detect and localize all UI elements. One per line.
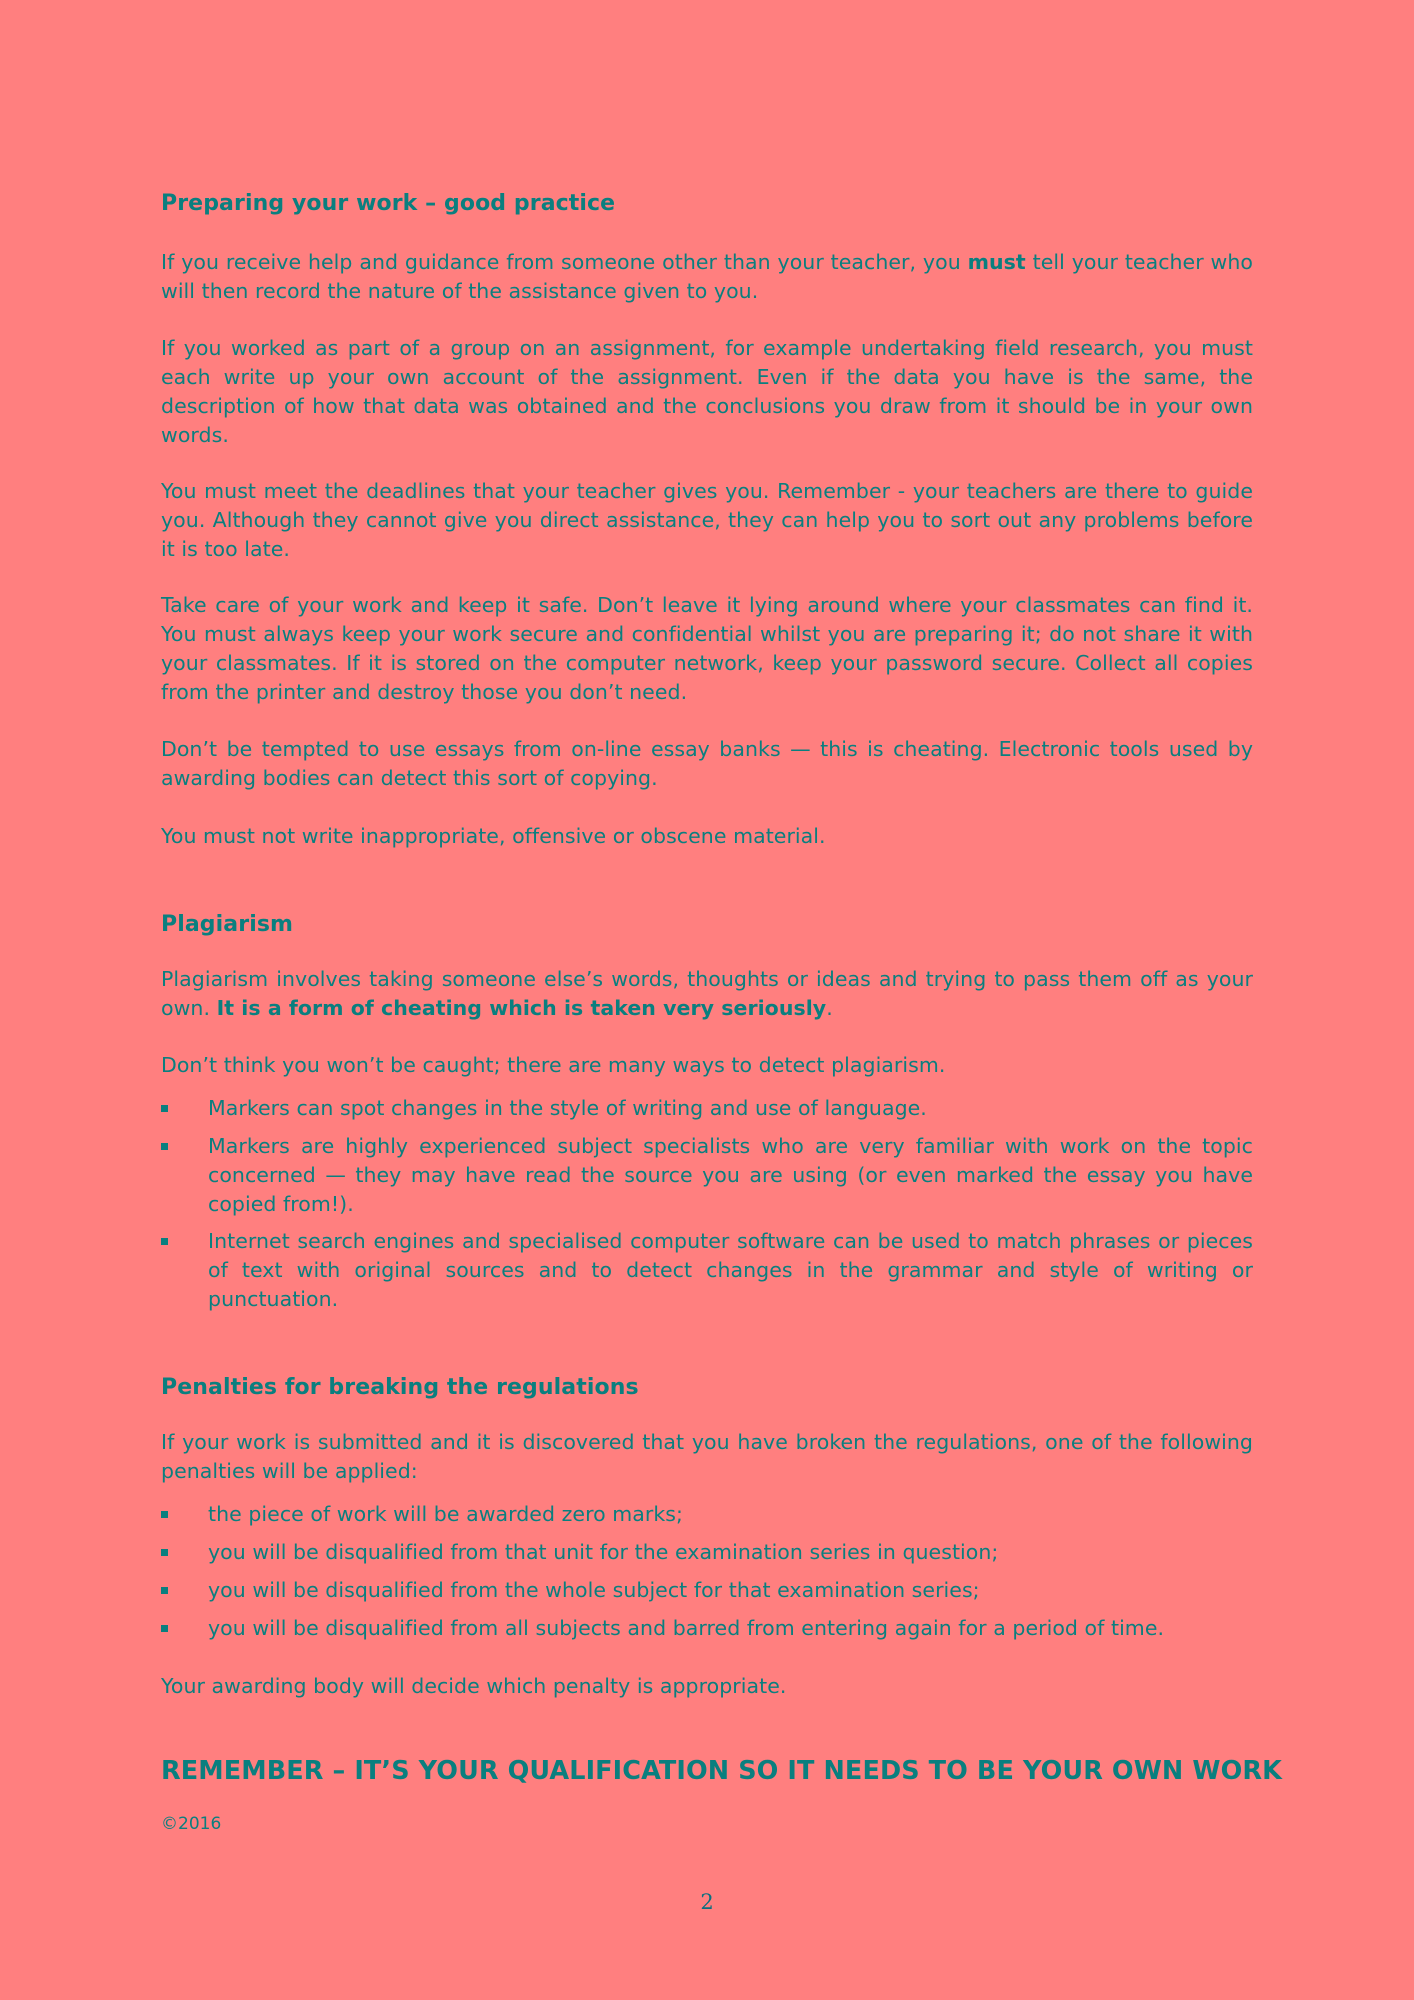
copyright-notice: ©2016: [161, 1814, 222, 1834]
bullet-icon: [161, 1549, 168, 1556]
paragraph-text: .: [826, 996, 833, 1020]
bullet-icon: [161, 1238, 168, 1245]
list-item-text: Internet search engines and specialised computer software can be used to match phrases or pieces of text with original sources and to detect changes in the grammar and style of writing or punctuation.: [208, 1229, 1253, 1311]
remember-banner: REMEMBER – IT’S YOUR QUALIFICATION SO IT NEEDS TO BE YOUR OWN WORK: [161, 1756, 1282, 1786]
paragraph-text: If you receive help and guidance from someone other than your teacher, you: [161, 250, 968, 274]
emphasis-text: must: [967, 250, 1026, 274]
paragraph: Your awarding body will decide which penalty is appropriate.: [161, 1674, 787, 1698]
bullet-icon: [161, 1587, 168, 1594]
list-item-text: Markers can spot changes in the style of writing and use of language.: [208, 1096, 927, 1120]
section-heading-plagiarism: Plagiarism: [161, 912, 294, 937]
paragraph: You must not write inappropriate, offensive or obscene material.: [161, 824, 826, 848]
list-item-text: the piece of work will be awarded zero marks;: [208, 1502, 683, 1526]
list-item-text: you will be disqualified from that unit for the examination series in question;: [208, 1540, 999, 1564]
paragraph: If you worked as part of a group on an assignment, for example undertaking field research, you must each write up your own account of the assignment. Even if the data you have is the same, the description of how that data was obtained and the conclusions you draw from it should be in your own words.: [161, 336, 1253, 447]
list-item-text: Markers are highly experienced subject specialists who are very familiar with work on the topic concerned — they may have read the source you are using (or even marked the essay you have copied from!).: [208, 1134, 1253, 1216]
section-heading-good-practice: Preparing your work – good practice: [161, 191, 616, 216]
bullet-icon: [161, 1143, 168, 1150]
page-number: 2: [700, 1890, 714, 1914]
list-item-text: you will be disqualified from all subjects and barred from entering again for a period of time.: [208, 1616, 1165, 1640]
paragraph: Don’t be tempted to use essays from on-line essay banks — this is cheating. Electronic tools used by awarding bodies can detect this sort of copying.: [161, 737, 1253, 790]
paragraph: [161, 248, 1253, 306]
section-heading-penalties: Penalties for breaking the regulations: [161, 1375, 639, 1400]
paragraph: You must meet the deadlines that your teacher gives you. Remember - your teachers are there to guide you. Although they cannot give you direct assistance, they can help you to sort out any problems before it is too late.: [161, 479, 1253, 561]
list-item-text: you will be disqualified from the whole subject for that examination series;: [208, 1578, 980, 1602]
bullet-icon: [161, 1625, 168, 1632]
paragraph: Take care of your work and keep it safe. Don’t leave it lying around where your classmates can find it. You must always keep your work secure and confidential whilst you are preparing it; do not share it with your classmates. If it is stored on the computer network, keep your password secure. Collect all copies from the printer and destroy those you don’t need.: [161, 593, 1253, 704]
paragraph: Don’t think you won’t be caught; there are many ways to detect plagiarism.: [161, 1053, 946, 1077]
paragraph: [161, 965, 1253, 1023]
bullet-icon: [161, 1105, 168, 1112]
bullet-icon: [161, 1511, 168, 1518]
paragraph: If your work is submitted and it is discovered that you have broken the regulations, one of the following penalties will be applied:: [161, 1430, 1253, 1483]
paragraph-text: Plagiarism involves taking someone else’s words, thoughts or ideas and trying to pass them off as your own.: [161, 967, 1253, 1020]
paragraph-text: tell your teacher who will then record the nature of the assistance given to you.: [161, 250, 1253, 303]
emphasis-text: It is a form of cheating which is taken very seriously: [216, 996, 827, 1020]
